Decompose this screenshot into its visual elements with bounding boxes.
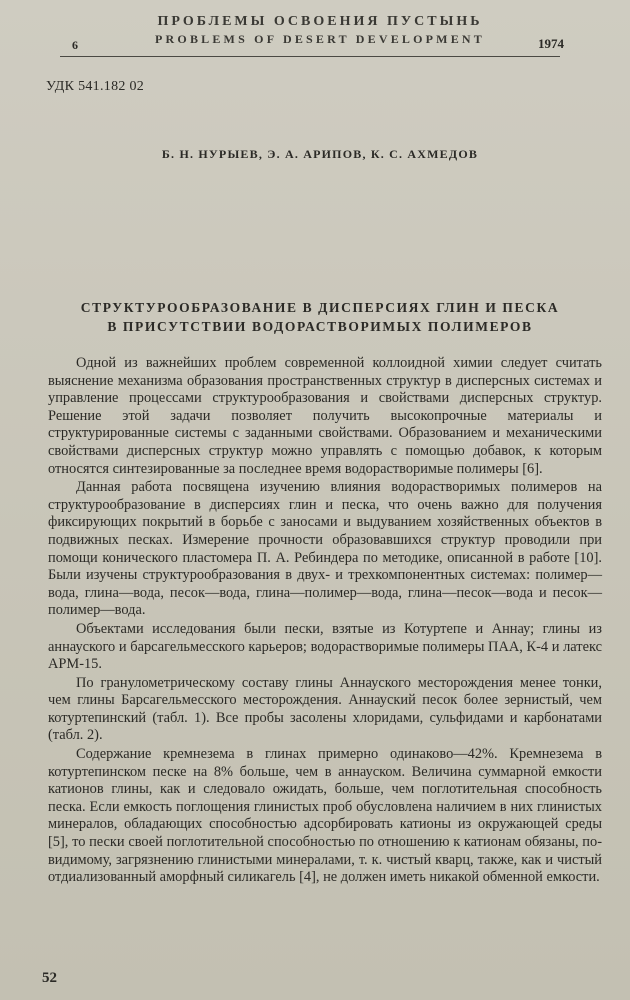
page-number: 52 <box>42 970 57 986</box>
paragraph: Данная работа посвящена изучению влияния водорастворимых полимеров на структурообразование в дисперсиях глин и песка, что очень важно для получения фиксирующих покрытий в борьбе с заносами и выдуванием хозяйственных объектов в подвижных песках. Измерение прочности образовавшихся структур проводили при помощи конического пластомера П. А. Ребиндера по методике, описанной в работе [10]. Были изучены структурообразования в двух- и трехкомпонентных системах: полимер—вода, глина—вода, песок—вода, глина—полимер—вода, глина—песок—вода и песок—полимер—вода. <box>48 479 602 619</box>
title-line-1: СТРУКТУРООБРАЗОВАНИЕ В ДИСПЕРСИЯХ ГЛИН И ПЕСКА <box>80 300 560 315</box>
authors: Б. Н. НУРЫЕВ, Э. А. АРИПОВ, К. С. АХМЕДОВ <box>161 147 479 161</box>
title-line-2: В ПРИСУТСТВИИ ВОДОРАСТВОРИМЫХ ПОЛИМЕРОВ <box>107 319 533 334</box>
paragraph: Одной из важнейших проблем современной коллоидной химии следует считать выяснение механизма образования пространственных структур в дисперсных системах и управление процессами структурообразования и свойствами дисперсных структур. Решение этой задачи позволяет получить высокопрочные материалы и структурированные системы с заданными свойствами. Образованием и механическими свойствами дисперсных структур можно управлять с помощью добавок, к которым относятся синтезированные за последнее время водорастворимые полимеры [6]. <box>48 355 602 477</box>
article-body <box>48 355 602 888</box>
journal-title-en: PROBLEMS OF DESERT DEVELOPMENT <box>155 32 485 46</box>
article-title <box>40 298 600 336</box>
publication-year: 1974 <box>538 36 564 51</box>
udk-code: УДК 541.182 02 <box>46 79 145 94</box>
paragraph: Объектами исследования были пески, взятые из Котуртепе и Аннау; глины из аннауского и барсагельмесского карьеров; водорастворимые полимеры ПАА, К-4 и латекс АРМ-15. <box>48 620 602 673</box>
journal-title-ru: ПРОБЛЕМЫ ОСВОЕНИЯ ПУСТЫНЬ <box>157 14 483 29</box>
issue-number: 6 <box>72 38 78 52</box>
header-rule <box>60 56 560 57</box>
paragraph: По гранулометрическому составу глины Аннауского месторождения менее тонки, чем глины Барсагельмесского месторождения. Аннауский песок более зернистый, чем котуртепинский (табл. 1). Все пробы засолены хлоридами, сульфидами и карбонатами (табл. 2). <box>48 674 602 744</box>
paragraph: Содержание кремнезема в глинах примерно одинаково—42%. Кремнезема в котуртепинском песке на 8% больше, чем в аннауском. Величина суммарной емкости катионов глины, как и следовало ожидать, больше, чем поглотительная способность песка. Если емкость поглощения глинистых проб обусловлена наличием в них глинистых минералов, обладающих способностью адсорбировать катионы из окружающей среды [5], то пески своей поглотительной способностью по отношению к катионам обязаны, по-видимому, загрязнению глинистыми минералами, т. к. чистый кварц, также, как и чистый отдиализованный аморфный силикагель [4], не должен иметь никакой обменной емкости. <box>48 746 602 886</box>
